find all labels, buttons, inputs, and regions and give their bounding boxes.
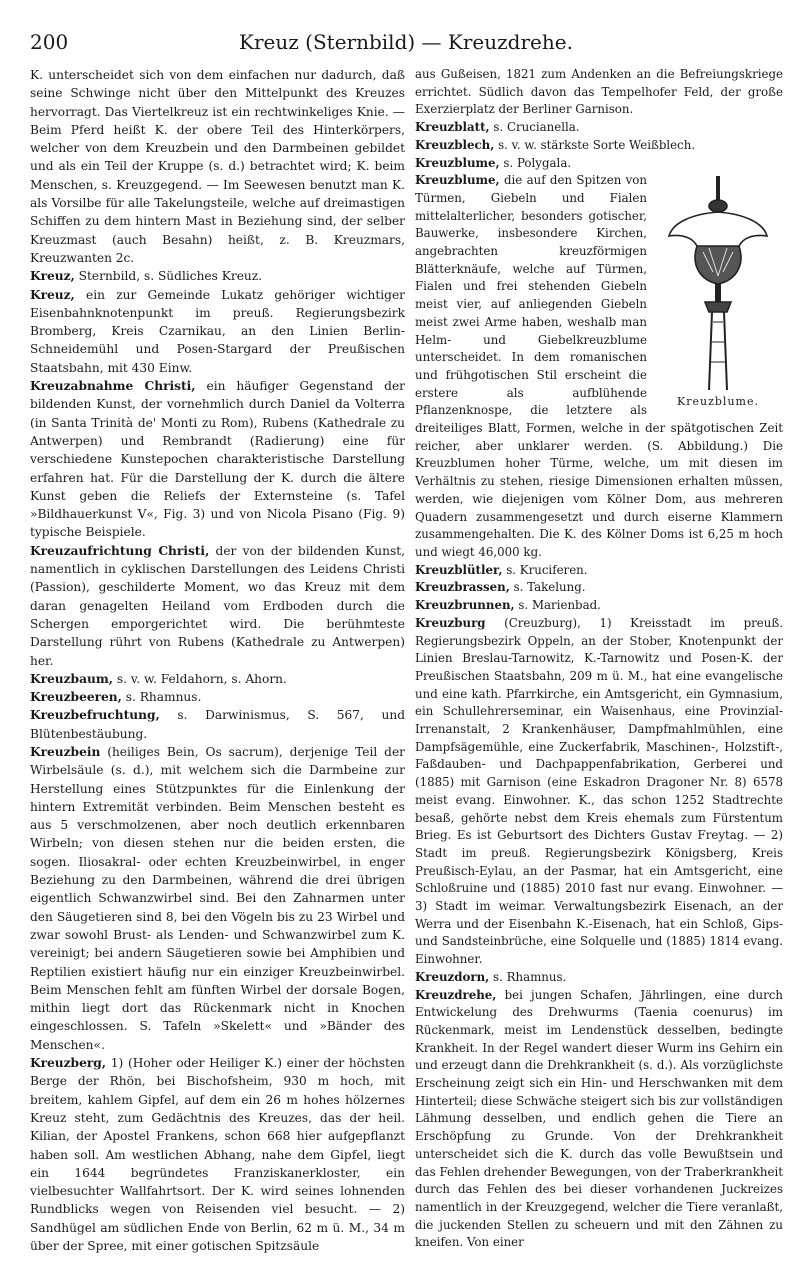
entry-text: s. v. w. stärkste Sorte Weißblech. [498,137,696,152]
entry-text: s. Crucianella. [493,120,580,135]
dictionary-entry [415,969,783,987]
entry-text: 1) (Hoher oder Heiliger K.) einer der höchsten Berge der Rhön, bei Bischofsheim, 930 m hoch, mit breitem, kahlem Gipfel, auf dem ein 26 m hohes hölzernes Kreuz steht, zum Gedächtnis des Kreuzes, das der heil. Kilian, der Apostel Frankens, schon 668 hier aufgepflanzt haben soll. Am westlichen Abhang, nahe dem Gipfel, liegt ein 1644 begründetes Franziskanerkloster, ein vielbesuchter Wallfahrtsort. Der K. wird seines lohnenden Rundblicks wegen von Reisenden viel besucht. — 2) Sandhügel am südlichen Ende von Berlin, 62 m ü. M., 34 m über der Spree, mit einer gotischen Spitzsäule [30,1056,406,1253]
entry-text: s. Polygala. [503,155,572,170]
dictionary-entry [30,542,405,670]
dictionary-entry [30,670,405,688]
entry-text: ein häufiger Gegenstand der bildenden Kunst, der vornehmlich durch Daniel da Volterra (in Santa Trinità de' Monti zu Rom), Rubens (Kathedrale zu Antwerpen) und Rembrandt (Radierung) eine für verschiedene Kunstepochen charakteristische Darstellung erfahren hat. Für die Darstellung der K. durch die ältere Kunst geben die Reliefs der Externsteine (s. Tafel »Bildhauerkunst V«, Fig. 3) und von Nicola Pisano (Fig. 9) typische Beispiele. [30,379,405,540]
entry-headword: Kreuzbrassen, [415,580,510,595]
entry-headword: Kreuzburg [415,615,486,630]
running-title: Kreuz (Sternbild) — Kreuzdrehe. [239,30,573,54]
entry-headword: Kreuzdorn, [415,969,490,984]
dictionary-entry [30,706,405,743]
entry-text: s. Marienbad. [518,598,601,613]
left-column [30,66,405,1255]
entry-headword: Kreuz, [30,269,75,284]
dictionary-entry [415,137,783,155]
dictionary-entry [415,562,783,580]
dictionary-entry [30,688,405,706]
dictionary-entry [30,377,405,542]
dictionary-entry [30,267,405,285]
entry-text: s. Takelung. [513,580,586,595]
dictionary-entry [30,743,405,1054]
dictionary-entry [415,155,783,173]
dictionary-entry [415,119,783,137]
kreuzblume-figure [653,172,783,412]
dictionary-entry [415,597,783,615]
entry-text: (Creuzburg), 1) Kreisstadt im preuß. Regierungsbezirk Oppeln, an der Stober, Knotenpunkt der Linien Breslau-Tarnowitz, K.-Tarnowitz und Posen-K. der Preußischen Staatsbahn, 209 m ü. M., hat eine evangelische und eine kath. Pfarrkirche, ein Amtsgericht, ein Gymnasium, ein Schullehrerseminar, ein Waisenhaus, eine Provinzial-Irrenanstalt, 2 Krankenhäuser, Dampfmahlmühlen, eine Dampfsägemühle, eine Zuckerfabrik, Maschinen-, Holzstift-, Faßdauben- und Dachpappenfabrikation, Gerberei und (1885) mit Garnison (eine Eskadron Dragoner Nr. 8) 6578 meist evang. Einwohner. K., das schon 1252 Stadtrechte besaß, gehörte nebst dem Kreis ehemals zum Fürstentum Brieg. Es ist Geburtsort des Dichters Gustav Freytag. — 2) Stadt im preuß. Regierungsbezirk Königsberg, Kreis Preußisch-Eylau, an der Pasmar, hat ein Amtsgericht, eine Schloßruine und (1885) 2010 fast nur evang. Einwohner. — 3) Stadt im weimar. Verwaltungsbezirk Eisenach, an der Werra und der Eisenbahn K.-Eisenach, hat ein Schloß, Gips- und Sandsteinbrüche, eine Solquelle und (1885) 1814 evang. Einwohner. [415,615,784,967]
entry-headword: Kreuz, [30,287,75,302]
entry-headword: Kreuzblütler, [415,562,503,577]
entry-kreuzblume [415,172,783,561]
entry-text: der von der bildenden Kunst, namentlich in cyklischen Darstellungen des Leidens Christi (Passion), geschilderte Moment, wo das Kreuz mit dem daran genagelten Heiland vom Erdboden durch die Schergen emporgerichtet wird. Die berühmteste Darstellung rührt von Rubens (Kathedrale zu Antwerpen) her. [30,543,405,668]
dictionary-entry [415,987,783,1253]
right-top-entries [415,66,783,172]
dictionary-entry [415,579,783,597]
entry-headword: Kreuzblume, [415,155,500,170]
entry-text: s. Darwinismus, S. 567, und Blütenbestäubung. [30,708,405,741]
entry-headword: Kreuzbrunnen, [415,598,515,613]
entry-text: die auf den Spitzen von Türmen, Giebeln und Fialen mittelalterlicher, besonders gotischer, Bauwerke, insbesondere Kirchen, angebrachten kreuzförmigen Blätterknäufe, welche auf Türmen, Fialen und frei stehenden Giebeln meist vier, auf anliegenden Giebeln meist zwei Arme haben, weshalb man Helm- und Giebelkreuzblume unterscheidet. In dem romanischen und frühgotischen Stil erscheint die erstere als aufblühende Pflanzenknospe, die letztere als dreiteiliges Blatt, Formen, welche in der spätgotischen Zeit reicher, aber unklarer werden. (S. Abbildung.) Die Kreuzblumen hoher Türme, welche, um mit diesen im Verhältnis zu stehen, riesige Dimensionen erhalten müssen, werden, wie diejenigen vom Kölner Dom, aus mehreren Quadern zusammengesetzt und durch eiserne Klammern zusammengehalten. Die K. des Kölner Doms ist 6,25 m hoch und wiegt 46,000 kg. [415,173,783,559]
dictionary-entry [415,66,783,119]
entry-headword: Kreuzblatt, [415,120,490,135]
right-bottom-entries [415,562,783,1252]
entry-headword: Kreuzblume, [415,173,500,188]
entry-headword: Kreuzbaum, [30,671,113,686]
entry-headword: Kreuzbeeren, [30,690,122,705]
dictionary-entry [30,66,405,267]
entry-text: bei jungen Schafen, Jährlingen, eine durch Entwickelung des Drehwurms (Taenia coenurus) im Rückenmark, meist im Lendenstück desselben, bedingte Krankheit. In der Regel wandert dieser Wurm ins Gehirn ein und erzeugt dann die Drehkrankheit (s. d.). Als vorzüglichste Erscheinung zeigt sich ein Hin- und Herschwanken mit dem Hinterteil; diese Schwäche steigert sich bis zur vollständigen Lähmung desselben, und endlich gehen die Tiere an Erschöpfung zu Grunde. Von der Drehkrankheit unterscheidet sich die K. durch das volle Bewußtsein und das Fehlen drehender Bewegungen, von der Traberkrankheit durch das Fehlen des bei dieser vorhandenen Juckreizes namentlich in der Kreuzgegend, welcher die Tiere veranlaßt, die juckenden Stellen zu scheuern und mit den Zähnen zu kneifen. Von einer [415,987,784,1250]
entry-text: s. v. w. Feldahorn, s. Ahorn. [116,671,287,686]
page-number: 200 [30,30,69,54]
figure-caption: Kreuzblume. [677,394,759,408]
entry-text: s. Rhamnus. [125,690,202,705]
entry-headword: Kreuzaufrichtung Christi, [30,543,210,558]
entry-headword: Kreuzdrehe, [415,987,497,1002]
entry-headword: Kreuzabnahme Christi, [30,379,196,394]
entry-text: ein zur Gemeinde Lukatz gehöriger wichtiger Eisenbahnknotenpunkt im preuß. Regierungsbezirk Bromberg, Kreis Czarnikau, an den Linien Berlin-Schneidemühl und Posen-Stargard der Preußischen Staatsbahn, mit 430 Einw. [30,287,405,375]
entry-headword: Kreuzblech, [415,137,495,152]
kreuzblume-illustration [663,172,773,390]
entry-text: Sternbild, s. Südliches Kreuz. [78,269,263,284]
dictionary-entry [30,286,405,377]
entry-text: (heiliges Bein, Os sacrum), derjenige Teil der Wirbelsäule (s. d.), mit welchem sich die Darmbeine zur Herstellung eines Stützpunktes für die Einlenkung der hintern Extremität verbinden. Beim Menschen besteht es aus 5 verschmolzenen, aber noch deutlich erkennbaren Wirbeln; von diesen stehen nur die beiden ersten, die sogen. Iliosakral- oder echten Kreuzbeinwirbel, in enger Beziehung zu den Darmbeinen, während die drei übrigen eigentlich Schwanzwirbel sind. Bei den Zahnarmen unter den Säugetieren sind 8, bei den Vögeln bis zu 23 Wirbel und zwar sowohl Brust- als Lenden- und Schwanzwirbel zum K. vereinigt; bei andern Säugetieren sowie bei Amphibien und Reptilien existiert häufig nur ein einziger Kreuzbeinwirbel. Beim Menschen fehlt am fünften Wirbel der dorsale Bogen, mithin liegt dort das Rückenmark nicht in Knochen eingeschlossen. S. Tafeln »Skelett« und »Bänder des Menschen«. [30,744,406,1052]
entry-headword: Kreuzberg, [30,1056,107,1071]
right-column [415,66,783,1252]
entry-headword: Kreuzbefruchtung, [30,708,160,723]
page-header [30,30,782,60]
entry-text: s. Rhamnus. [493,969,567,984]
dictionary-entry [415,615,783,969]
entry-headword: Kreuzbein [30,744,101,759]
entry-text: s. Kruciferen. [506,562,588,577]
dictionary-entry [30,1054,405,1255]
entry-text: K. unterscheidet sich von dem einfachen nur dadurch, daß seine Schwinge nicht über den Mittelpunkt des Kreuzes hervorragt. Das Viertelkreuz ist ein rechtwinkeliges Knie. — Beim Pferd heißt K. der obere Teil des Hinterkörpers, welcher von dem Kreuzbein und den Darmbeinen gebildet und als ein Teil der Kruppe (s. d.) betrachtet wird; K. beim Menschen, s. Kreuzgegend. — Im Seewesen benutzt man K. als Vorsilbe für alle Takelungsteile, welche auf dreimastigen Schiffen zu dem hintern Mast in Beziehung sind, der selber Kreuzmast (auch Besahn) heißt, z. B. Kreuzmars, Kreuzwanten 2c. [30,68,405,265]
entry-text: aus Gußeisen, 1821 zum Andenken an die Befreiungskriege errichtet. Südlich davon das Tempelhofer Feld, der große Exerzierplatz der Berliner Garnison. [415,67,783,117]
